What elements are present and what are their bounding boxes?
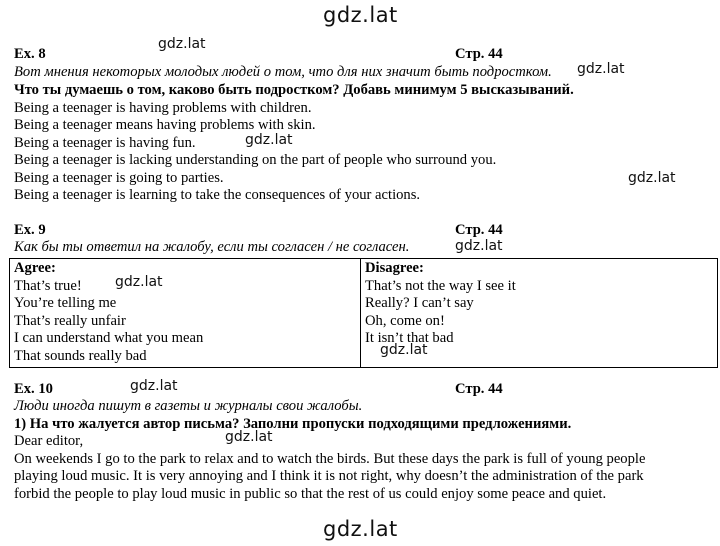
agree-disagree-table: [9, 258, 718, 368]
disagree-header: Disagree:: [365, 260, 424, 276]
ex10-label: Ex. 10: [14, 381, 53, 397]
letter-body-line: playing loud music. It is very annoying and I think it is not right, why doesn’t the administration of the park: [14, 468, 644, 484]
ex10-page: Стр. 44: [455, 381, 503, 397]
agree-header: Agree:: [14, 260, 56, 276]
ex10-task: 1) На что жалуется автор письма? Заполни пропуски подходящими предложениями.: [14, 416, 572, 432]
ex9-intro: Как бы ты ответил на жалобу, если ты согласен / не согласен.: [14, 239, 410, 255]
watermark: gdz.lat: [455, 238, 503, 254]
agree-column: [10, 259, 361, 368]
ex9-label: Ex. 9: [14, 222, 46, 238]
agree-phrase: That’s true!: [14, 277, 82, 294]
agree-phrase: That’s really unfair: [14, 312, 126, 329]
agree-phrase: I can understand what you mean: [14, 330, 204, 346]
watermark-top: gdz.lat: [323, 3, 398, 27]
disagree-phrase: Really? I can’t say: [365, 295, 474, 311]
letter-body-line: forbid the people to play loud music in public so that the rest of us could enjoy some peace and quiet.: [14, 486, 607, 502]
ex8-line: Being a teenager is having problems with children.: [14, 100, 312, 116]
watermark: gdz.lat: [115, 274, 163, 290]
ex8-task: Что ты думаешь о том, каково быть подростком? Добавь минимум 5 высказываний.: [14, 82, 574, 98]
ex8-line: Being a teenager is learning to take the consequences of your actions.: [14, 187, 421, 203]
disagree-phrase: It isn’t that bad: [365, 330, 454, 346]
watermark-bottom: gdz.lat: [323, 517, 398, 541]
disagree-phrase: Oh, come on!: [365, 312, 445, 329]
watermark: gdz.lat: [380, 342, 428, 358]
disagree-phrase: That’s not the way I see it: [365, 277, 516, 294]
ex9-page: Стр. 44: [455, 222, 503, 238]
letter-greeting: Dear editor,: [14, 433, 84, 449]
watermark: gdz.lat: [577, 61, 625, 77]
ex8-line: Being a teenager is lacking understanding on the part of people who surround you.: [14, 152, 497, 168]
letter-body-line: On weekends I go to the park to relax and to watch the birds. But these days the park is full of young people: [14, 451, 646, 467]
agree-phrase: That sounds really bad: [14, 347, 147, 364]
watermark: gdz.lat: [158, 36, 206, 52]
ex8-line: Being a teenager means having problems with skin.: [14, 117, 316, 133]
ex8-line: Being a teenager is going to parties.: [14, 170, 224, 186]
agree-phrase: You’re telling me: [14, 295, 117, 311]
ex8-intro: Вот мнения некоторых молодых людей о том, что для них значит быть подростком.: [14, 64, 552, 80]
ex8-label: Ex. 8: [14, 46, 46, 62]
watermark: gdz.lat: [628, 170, 676, 186]
watermark: gdz.lat: [130, 378, 178, 394]
disagree-column: [361, 259, 718, 368]
ex8-page: Стр. 44: [455, 46, 503, 62]
ex8-line: Being a teenager is having fun.: [14, 135, 196, 151]
ex10-intro: Люди иногда пишут в газеты и журналы свои жалобы.: [14, 398, 363, 414]
watermark: gdz.lat: [245, 132, 293, 148]
watermark: gdz.lat: [225, 429, 273, 445]
